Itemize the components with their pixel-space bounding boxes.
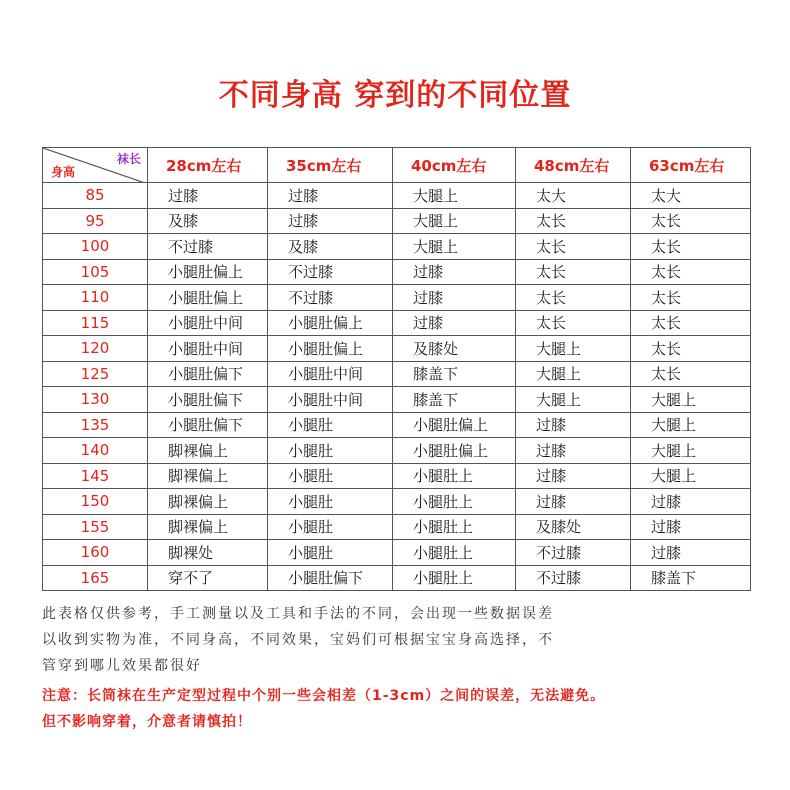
table-cell: 大腿上 — [631, 438, 751, 464]
table-cell: 小腿肚中间 — [268, 361, 393, 387]
height-cell: 115 — [43, 310, 148, 336]
table-row — [43, 208, 751, 234]
height-cell: 145 — [43, 463, 148, 489]
note-line: 管穿到哪儿效果都很好 — [42, 658, 202, 674]
table-cell: 膝盖下 — [631, 565, 751, 591]
column-header: 63cm左右 — [631, 148, 751, 183]
height-cell: 95 — [43, 208, 148, 234]
table-cell: 小腿肚 — [268, 438, 393, 464]
table-cell: 过膝 — [631, 540, 751, 566]
table-cell: 太长 — [631, 208, 751, 234]
table-cell: 不过膝 — [268, 259, 393, 285]
table-row — [43, 285, 751, 311]
table-cell: 过膝 — [268, 183, 393, 209]
table-cell: 不过膝 — [516, 540, 631, 566]
column-header: 35cm左右 — [268, 148, 393, 183]
table-cell: 小腿肚偏上 — [148, 259, 268, 285]
table-row — [43, 514, 751, 540]
height-cell: 120 — [43, 336, 148, 362]
warning-line: 但不影响穿着，介意者请慎拍！ — [42, 714, 252, 730]
table-corner-cell — [43, 148, 148, 183]
table-cell: 太大 — [631, 183, 751, 209]
table-cell: 小腿肚偏上 — [393, 412, 516, 438]
table-cell: 大腿上 — [393, 208, 516, 234]
table-row — [43, 234, 751, 260]
height-cell: 110 — [43, 285, 148, 311]
height-cell: 150 — [43, 489, 148, 515]
table-cell: 过膝 — [268, 208, 393, 234]
table-row — [43, 387, 751, 413]
table-cell: 膝盖下 — [393, 387, 516, 413]
table-cell: 小腿肚偏上 — [268, 310, 393, 336]
table-cell: 小腿肚上 — [393, 514, 516, 540]
table-cell: 脚裸偏上 — [148, 514, 268, 540]
table-cell: 大腿上 — [393, 234, 516, 260]
height-cell: 100 — [43, 234, 148, 260]
height-cell: 125 — [43, 361, 148, 387]
table-cell: 脚裸处 — [148, 540, 268, 566]
table-cell: 小腿肚 — [268, 463, 393, 489]
table-cell: 穿不了 — [148, 565, 268, 591]
table-cell: 太长 — [631, 285, 751, 311]
table-cell: 小腿肚偏上 — [148, 285, 268, 311]
table-cell: 不过膝 — [516, 565, 631, 591]
table-row — [43, 412, 751, 438]
table-cell: 过膝 — [631, 514, 751, 540]
sock-length-label: 袜长 — [116, 152, 141, 166]
table-cell: 过膝 — [393, 310, 516, 336]
column-header: 28cm左右 — [148, 148, 268, 183]
table-cell: 太长 — [631, 310, 751, 336]
table-cell: 小腿肚偏下 — [148, 412, 268, 438]
table-cell: 太长 — [516, 259, 631, 285]
table-cell: 小腿肚偏下 — [148, 387, 268, 413]
table-cell: 大腿上 — [631, 463, 751, 489]
table-row — [43, 259, 751, 285]
table-cell: 太长 — [631, 361, 751, 387]
table-cell: 不过膝 — [268, 285, 393, 311]
table-cell: 及膝 — [148, 208, 268, 234]
note-line: 以收到实物为准，不同身高，不同效果，宝妈们可根据宝宝身高选择，不 — [42, 632, 554, 648]
table-cell: 小腿肚 — [268, 412, 393, 438]
table-row — [43, 361, 751, 387]
table-cell: 小腿肚上 — [393, 565, 516, 591]
table-cell: 小腿肚偏上 — [393, 438, 516, 464]
size-table — [42, 147, 751, 591]
table-cell: 大腿上 — [631, 387, 751, 413]
table-cell: 小腿肚上 — [393, 463, 516, 489]
page-title: 不同身高 穿到的不同位置 — [218, 78, 572, 113]
table-cell: 过膝 — [516, 438, 631, 464]
table-cell: 小腿肚中间 — [148, 310, 268, 336]
table-row — [43, 310, 751, 336]
warning-note — [42, 683, 772, 735]
table-cell: 太大 — [516, 183, 631, 209]
table-cell: 小腿肚上 — [393, 489, 516, 515]
table-cell: 过膝 — [516, 412, 631, 438]
table-cell: 膝盖下 — [393, 361, 516, 387]
table-cell: 大腿上 — [393, 183, 516, 209]
table-row — [43, 565, 751, 591]
table-row — [43, 463, 751, 489]
table-cell: 小腿肚 — [268, 540, 393, 566]
table-cell: 大腿上 — [516, 361, 631, 387]
disclaimer-note — [42, 601, 762, 679]
table-cell: 过膝 — [516, 489, 631, 515]
table-cell: 大腿上 — [516, 387, 631, 413]
table-cell: 小腿肚中间 — [268, 387, 393, 413]
table-cell: 小腿肚上 — [393, 540, 516, 566]
table-cell: 过膝 — [516, 463, 631, 489]
table-cell: 不过膝 — [148, 234, 268, 260]
table-cell: 小腿肚中间 — [148, 336, 268, 362]
table-cell: 太长 — [631, 259, 751, 285]
table-cell: 小腿肚 — [268, 489, 393, 515]
column-header: 40cm左右 — [393, 148, 516, 183]
table-cell: 太长 — [516, 285, 631, 311]
table-cell: 太长 — [516, 234, 631, 260]
table-cell: 脚裸偏上 — [148, 463, 268, 489]
body-height-label: 身高 — [51, 165, 76, 179]
note-line: 此表格仅供参考，手工测量以及工具和手法的不同，会出现一些数据误差 — [42, 606, 554, 622]
table-cell: 大腿上 — [516, 336, 631, 362]
height-cell: 140 — [43, 438, 148, 464]
table-row — [43, 489, 751, 515]
table-row — [43, 540, 751, 566]
table-body — [43, 183, 751, 591]
table-cell: 脚裸偏上 — [148, 489, 268, 515]
table-cell: 小腿肚偏下 — [148, 361, 268, 387]
height-cell: 105 — [43, 259, 148, 285]
table-cell: 过膝 — [631, 489, 751, 515]
table-cell: 大腿上 — [631, 412, 751, 438]
column-header: 48cm左右 — [516, 148, 631, 183]
height-cell: 160 — [43, 540, 148, 566]
warning-line: 注意：长筒袜在生产定型过程中个别一些会相差（1-3cm）之间的误差，无法避免。 — [42, 688, 606, 704]
table-cell: 过膝 — [393, 259, 516, 285]
table-cell: 脚裸偏上 — [148, 438, 268, 464]
height-cell: 135 — [43, 412, 148, 438]
table-cell: 太长 — [516, 310, 631, 336]
table-row — [43, 183, 751, 209]
table-cell: 小腿肚 — [268, 514, 393, 540]
table-cell: 及膝处 — [393, 336, 516, 362]
table-cell: 小腿肚偏上 — [268, 336, 393, 362]
table-cell: 过膝 — [148, 183, 268, 209]
table-cell: 太长 — [516, 208, 631, 234]
table-cell: 太长 — [631, 336, 751, 362]
height-cell: 155 — [43, 514, 148, 540]
table-cell: 及膝 — [268, 234, 393, 260]
height-cell: 85 — [43, 183, 148, 209]
table-row — [43, 336, 751, 362]
table-cell: 太长 — [631, 234, 751, 260]
height-cell: 165 — [43, 565, 148, 591]
table-cell: 过膝 — [393, 285, 516, 311]
height-cell: 130 — [43, 387, 148, 413]
table-cell: 小腿肚偏下 — [268, 565, 393, 591]
table-cell: 及膝处 — [516, 514, 631, 540]
table-row — [43, 438, 751, 464]
table-header-row — [43, 148, 751, 183]
